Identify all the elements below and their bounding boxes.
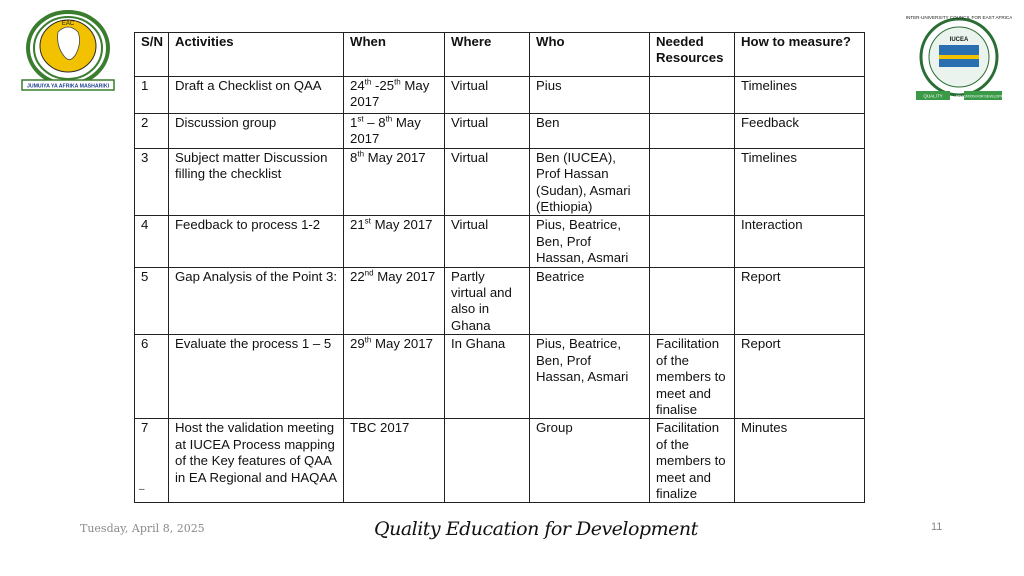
cell-when: TBC 2017 bbox=[344, 419, 445, 503]
stray-mark: – bbox=[139, 484, 145, 495]
cell-resources: Facilitation of the members to meet and finalize bbox=[650, 419, 735, 503]
svg-text:IUCEA: IUCEA bbox=[949, 37, 969, 43]
cell-when: 24th -25th May 2017 bbox=[344, 77, 445, 114]
table-row bbox=[135, 335, 865, 419]
header-resources: Needed Resources bbox=[650, 33, 735, 77]
table-row bbox=[135, 267, 865, 335]
table-row bbox=[135, 114, 865, 149]
cell-who: Pius bbox=[530, 77, 650, 114]
table-row bbox=[135, 419, 865, 503]
cell-when: 1st – 8th May 2017 bbox=[344, 114, 445, 149]
cell-where: Virtual bbox=[445, 77, 530, 114]
cell-sn: 1 bbox=[135, 77, 169, 114]
cell-measure: Report bbox=[735, 267, 865, 335]
table-row bbox=[135, 77, 865, 114]
cell-resources: Facilitation of the members to meet and finalise bbox=[650, 335, 735, 419]
cell-activity: Feedback to process 1-2 bbox=[169, 216, 344, 267]
eac-logo bbox=[18, 4, 118, 100]
cell-when: 22nd May 2017 bbox=[344, 267, 445, 335]
cell-activity: Gap Analysis of the Point 3: bbox=[169, 267, 344, 335]
header-sn: S/N bbox=[135, 33, 169, 77]
svg-text:EAC: EAC bbox=[61, 21, 75, 27]
cell-who: Beatrice bbox=[530, 267, 650, 335]
footer-title: Quality Education for Development bbox=[374, 518, 698, 540]
header-measure: How to measure? bbox=[735, 33, 865, 77]
page-number: 11 bbox=[931, 521, 943, 533]
cell-sn: 6 bbox=[135, 335, 169, 419]
cell-sn: 5 bbox=[135, 267, 169, 335]
footer-date: Tuesday, April 8, 2025 bbox=[80, 522, 205, 535]
cell-when: 21st May 2017 bbox=[344, 216, 445, 267]
table-row bbox=[135, 216, 865, 267]
cell-resources bbox=[650, 114, 735, 149]
cell-when: 8th May 2017 bbox=[344, 148, 445, 216]
cell-where bbox=[445, 419, 530, 503]
cell-who: Pius, Beatrice, Ben, Prof Hassan, Asmari bbox=[530, 216, 650, 267]
cell-where: Virtual bbox=[445, 216, 530, 267]
cell-measure: Minutes bbox=[735, 419, 865, 503]
table-row bbox=[135, 148, 865, 216]
cell-who: Pius, Beatrice, Ben, Prof Hassan, Asmari bbox=[530, 335, 650, 419]
cell-sn: 3 bbox=[135, 148, 169, 216]
cell-who: Ben bbox=[530, 114, 650, 149]
cell-sn: 7 bbox=[135, 419, 169, 503]
table-body bbox=[135, 77, 865, 503]
cell-measure: Timelines bbox=[735, 77, 865, 114]
cell-when: 29th May 2017 bbox=[344, 335, 445, 419]
cell-activity: Draft a Checklist on QAA bbox=[169, 77, 344, 114]
cell-measure: Interaction bbox=[735, 216, 865, 267]
cell-sn: 2 bbox=[135, 114, 169, 149]
cell-activity: Evaluate the process 1 – 5 bbox=[169, 335, 344, 419]
cell-where: Partly virtual and also in Ghana bbox=[445, 267, 530, 335]
cell-measure: Report bbox=[735, 335, 865, 419]
cell-measure: Timelines bbox=[735, 148, 865, 216]
cell-who: Group bbox=[530, 419, 650, 503]
header-when: When bbox=[344, 33, 445, 77]
header-where: Where bbox=[445, 33, 530, 77]
activity-plan-table bbox=[134, 32, 865, 503]
cell-resources bbox=[650, 77, 735, 114]
cell-activity: Discussion group bbox=[169, 114, 344, 149]
cell-resources bbox=[650, 267, 735, 335]
cell-where: Virtual bbox=[445, 114, 530, 149]
cell-measure: Feedback bbox=[735, 114, 865, 149]
iucea-logo bbox=[906, 13, 1012, 105]
svg-text:JUMUIYA YA AFRIKA MASHARIKI: JUMUIYA YA AFRIKA MASHARIKI bbox=[26, 83, 110, 90]
cell-sn: 4 bbox=[135, 216, 169, 267]
cell-who: Ben (IUCEA), Prof Hassan (Sudan), Asmari (Ethiopia) bbox=[530, 148, 650, 216]
header-activities: Activities bbox=[169, 33, 344, 77]
cell-where: In Ghana bbox=[445, 335, 530, 419]
header-who: Who bbox=[530, 33, 650, 77]
cell-where: Virtual bbox=[445, 148, 530, 216]
svg-text:INTER-UNIVERSITY COUNCIL FOR E: INTER-UNIVERSITY COUNCIL FOR EAST AFRICA bbox=[906, 15, 1012, 20]
cell-resources bbox=[650, 148, 735, 216]
cell-activity: Subject matter Discussion filling the checklist bbox=[169, 148, 344, 216]
cell-resources bbox=[650, 216, 735, 267]
svg-text:QUALITY: QUALITY bbox=[923, 93, 943, 99]
cell-activity: Host the validation meeting at IUCEA Process mapping of the Key features of QAA in EA Regional and HAQAA bbox=[169, 419, 344, 503]
table-header-row bbox=[135, 33, 865, 77]
svg-text:EDUCATION FOR DEVELOPMENT: EDUCATION FOR DEVELOPMENT bbox=[955, 94, 1011, 99]
